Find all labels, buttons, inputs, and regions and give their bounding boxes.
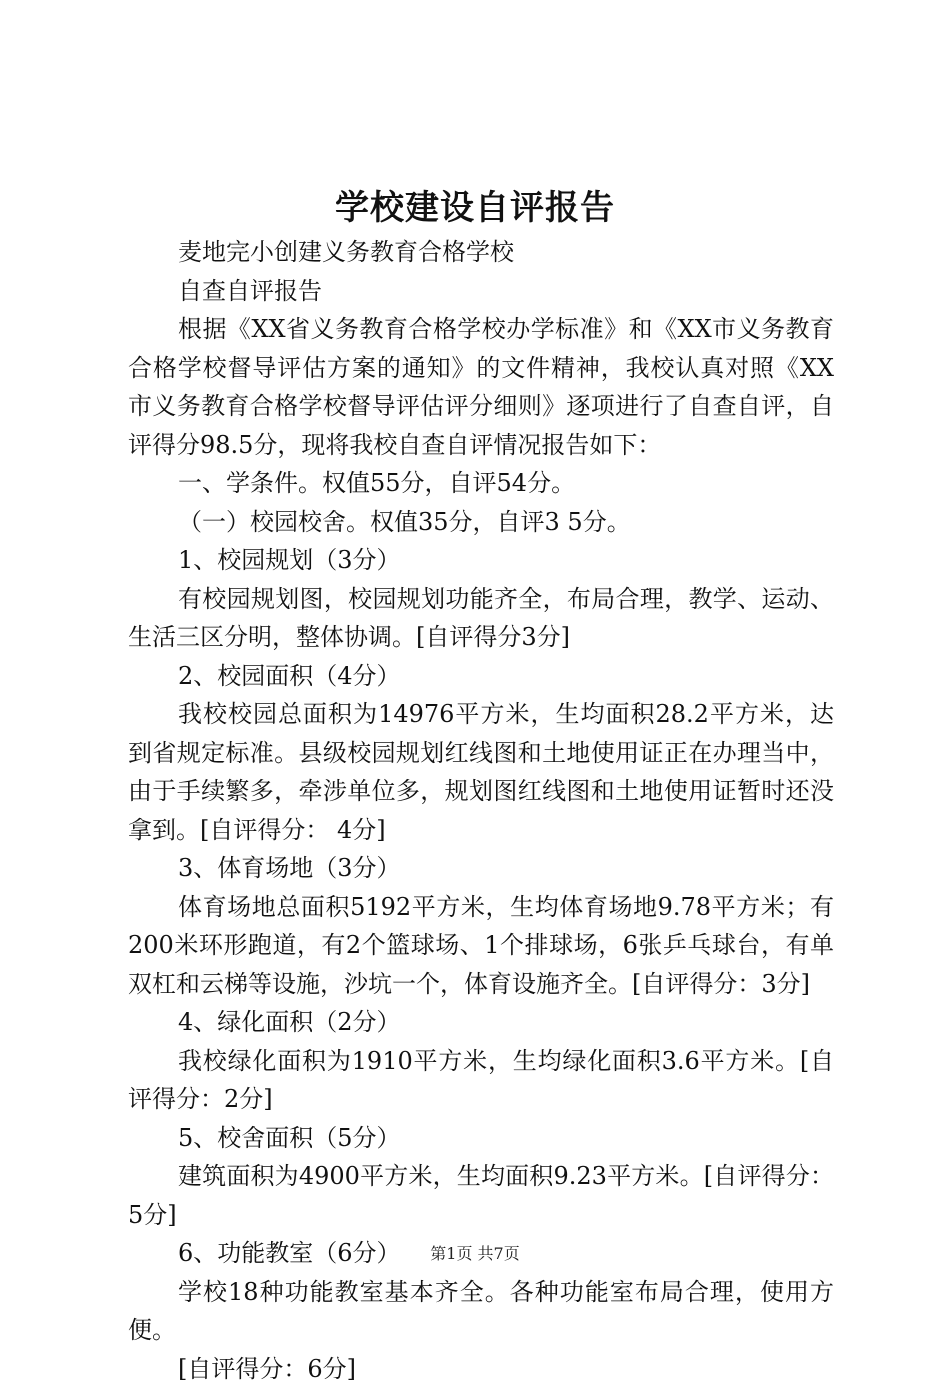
- paragraph-campus-area: 我校校园总面积为14976平方米，生均面积28.2平方米，达到省规定标准。县级校园规划红线图和土地使用证正在办理当中，由于手续繁多，牵涉单位多，规划图红线图和土地使用证暂时还没拿到。[自评得分： 4分]: [128, 695, 834, 849]
- page-footer: 第1页 共7页: [0, 1242, 950, 1266]
- paragraph-green-area: 我校绿化面积为1910平方米，生均绿化面积3.6平方米。[自评得分：2分]: [128, 1042, 834, 1119]
- item-heading-green-area: 4、绿化面积（2分）: [128, 1003, 834, 1042]
- item-heading-function-rooms: 6、功能教室（6分）: [128, 1234, 834, 1273]
- item-heading-campus-planning: 1、校园规划（3分）: [128, 541, 834, 580]
- paragraph-introduction: 根据《XX省义务教育合格学校办学标准》和《XX市义务教育合格学校督导评估方案的通知》的文件精神，我校认真对照《XX市义务教育合格学校督导评估评分细则》逐项进行了自查自评，自评得分98.5分，现将我校自查自评情况报告如下：: [128, 310, 834, 464]
- paragraph-report-subtitle: 自查自评报告: [128, 272, 834, 311]
- paragraph-campus-planning: 有校园规划图，校园规划功能齐全，布局合理，教学、运动、生活三区分明，整体协调。[自评得分3分]: [128, 580, 834, 657]
- paragraph-function-rooms: 学校18种功能教室基本齐全。各种功能室布局合理，使用方便。: [128, 1273, 834, 1350]
- item-heading-campus-area: 2、校园面积（4分）: [128, 657, 834, 696]
- subsection-heading-campus: （一）校园校舍。权值35分，自评3 5分。: [128, 503, 834, 542]
- paragraph-sports-ground: 体育场地总面积5192平方米，生均体育场地9.78平方米；有200米环形跑道，有2个篮球场、1个排球场，6张乒乓球台，有单双杠和云梯等设施，沙坑一个，体育设施齐全。[自评得分：3分]: [128, 888, 834, 1004]
- document-body: [128, 233, 834, 1388]
- item-heading-sports-ground: 3、体育场地（3分）: [128, 849, 834, 888]
- document-title: 学校建设自评报告: [0, 182, 950, 234]
- item-heading-building-area: 5、校舍面积（5分）: [128, 1119, 834, 1158]
- paragraph-school-name: 麦地完小创建义务教育合格学校: [128, 233, 834, 272]
- paragraph-building-area: 建筑面积为4900平方米，生均面积9.23平方米。[自评得分：5分]: [128, 1157, 834, 1234]
- section-heading-conditions: 一、学条件。权值55分，自评54分。: [128, 464, 834, 503]
- paragraph-function-rooms-score: [自评得分：6分]: [128, 1350, 834, 1388]
